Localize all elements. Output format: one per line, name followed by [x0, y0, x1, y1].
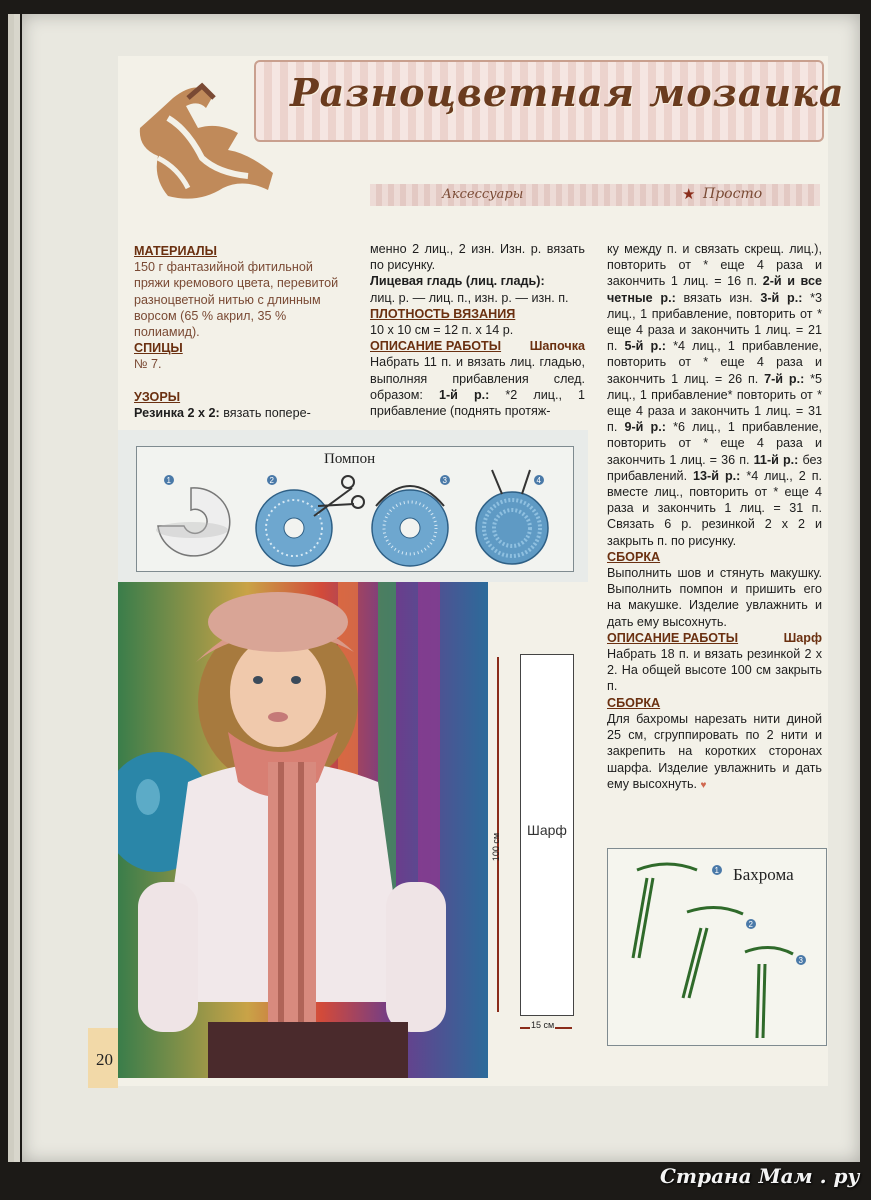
row5-label: 5-й р.: [624, 339, 666, 354]
assembly-text-1: Выполнить шов и стянуть макушку. Выполнить помпон и пришить его на макушке. Изделие увлажнить и дать ему высохнуть. [607, 566, 822, 629]
assembly-heading-1: СБОРКА [607, 549, 661, 564]
row2-text: вязать изн. [683, 290, 753, 305]
star-icon: ★ [682, 186, 696, 203]
needles-heading: СПИЦЫ [134, 341, 183, 356]
scissors-icon [314, 476, 364, 516]
pompon-illustrations [136, 446, 572, 570]
patterns-heading: УЗОРЫ [134, 389, 181, 404]
child-photo [118, 582, 488, 1078]
page-title: Разноцветная мозаика [290, 70, 845, 115]
column-1 [134, 243, 350, 421]
needles-text: № 7. [134, 357, 162, 372]
hat-intro: Набрать 11 п. и вязать лиц. гладью, выполняя прибавления след. образом: [370, 355, 585, 402]
pompon-step-3: 3 [442, 476, 447, 485]
fringe-step-3: 3 [798, 956, 803, 965]
pompon-title: Помпон [324, 451, 376, 467]
scarf-diagram-label: Шарф [527, 822, 567, 838]
row5-text: *4 лиц., 1 прибавление, повторить от * еще 4 раза и закончить 1 лиц. = 26 п. [607, 339, 823, 386]
row7-label: 7-й р.: [764, 371, 805, 386]
rib-continued: менно 2 лиц., 2 изн. Изн. р. вязать по рисунку. [370, 242, 585, 273]
pompon-step-2: 2 [269, 476, 274, 485]
pompon-step-1: 1 [166, 476, 171, 485]
watermark: Страна Мам . ру [660, 1164, 860, 1188]
hat-rows-text [607, 241, 822, 549]
row13-label: 13-й р.: [693, 468, 741, 483]
row11-label: 11-й р.: [753, 452, 799, 467]
scarf-heading-item: Шарф [783, 630, 822, 645]
gauge-heading: ПЛОТНОСТЬ ВЯЗАНИЯ [370, 306, 516, 321]
column-3 [607, 241, 822, 794]
heart-icon: ♥ [700, 779, 707, 791]
row13-text: *4 лиц., 2 п. вместе лиц., повторить от * еще 4 раза и закончить 1 лиц. = 31 п. Связать 6 р. резинкой 2 х 2 и закрыть п. по рисунку. [607, 468, 823, 548]
materials-heading: МАТЕРИАЛЫ [134, 244, 217, 258]
row11-text: без прибавлений. [607, 452, 823, 483]
stockinette-text: лиц. р. — лиц. п., изн. р. — изн. п. [370, 290, 569, 305]
category-label: Аксессуары [442, 187, 524, 202]
scarf-heading-row [607, 630, 822, 646]
wound-ring-icon [256, 490, 332, 566]
height-dimension: 100 см [491, 832, 502, 862]
fringe-step-1: 1 [714, 866, 719, 875]
scarf-heading: ОПИСАНИЕ РАБОТЫ [607, 630, 739, 645]
row3-label: 3-й р.: [760, 290, 803, 305]
row2-label: 2-й и все четные р.: [607, 274, 822, 305]
row9-text: *6 лиц., 1 прибавление, повторить от * еще 4 раза и закончить 1 лиц. = 36 п. [607, 420, 823, 467]
fringe-step-3-icon [745, 947, 793, 1038]
hat-heading-item: Шапочка [529, 339, 585, 354]
gauge-text: 10 х 10 см = 12 п. х 14 р. [370, 323, 514, 338]
column-2 [370, 241, 585, 419]
hat-row1-end: ку между п. и связать скрещ. лиц.), повторить от * еще 4 раза и закончить 1 лиц. = 16 п. [607, 242, 822, 289]
hat-row1-label: 1-й р.: [438, 387, 490, 402]
assembly-text-2: Для бахромы нарезать нити диной 25 см, сгруппировать по 2 нити и закрепить на коротких сторонах шарфа. Изделие увлажнить и дать ему высохнуть. [607, 711, 822, 791]
rib-label: Резинка 2 х 2: [134, 405, 220, 420]
fringe-step-2: 2 [748, 920, 753, 929]
stockinette-label: Лицевая гладь (лиц. гладь): [370, 274, 545, 289]
row7-text: *5 лиц., 1 прибавление* повторить от * еще 4 раза и закончить 1 лиц. = 31 п. [607, 371, 823, 435]
materials-text: 150 г фантазийной фитильной пряжи кремового цвета, перевитой разноцветной нитью с длинным ворсом (65 % акрил, 35 % полиамид). [134, 260, 339, 340]
fringe-title: Бахрома [733, 865, 794, 884]
row3-text: *3 лиц., 1 прибавление, повторить от * еще 4 раза и закончить 1 лиц. = 21 п. [607, 290, 822, 354]
row9-label: 9-й р.: [624, 420, 666, 435]
hat-heading-row [370, 338, 585, 354]
cardboard-ring-icon [156, 488, 230, 556]
pompon-step-4: 4 [536, 476, 541, 485]
width-dimension: 15 см [531, 1020, 555, 1030]
assembly-paragraph-2 [607, 711, 822, 794]
hat-row1-text: *2 лиц., 1 прибавление (поднять протяж- [370, 387, 586, 419]
rib-pattern [134, 405, 350, 421]
hat-instructions [370, 354, 585, 419]
fringe-step-2-icon [683, 907, 743, 998]
hat-heading: ОПИСАНИЕ РАБОТЫ [370, 339, 502, 354]
page-number: 20 [96, 1050, 113, 1069]
rib-text: вязать попере- [223, 405, 311, 420]
assembly-heading-2: СБОРКА [607, 695, 661, 710]
fringe-illustrations [607, 848, 825, 1044]
tied-ring-icon [372, 486, 448, 566]
scarf-text: Набрать 18 п. и вязать резинкой 2 х 2. На общей высоте 100 см закрыть п. [607, 647, 822, 694]
difficulty-label: Просто [703, 186, 763, 202]
